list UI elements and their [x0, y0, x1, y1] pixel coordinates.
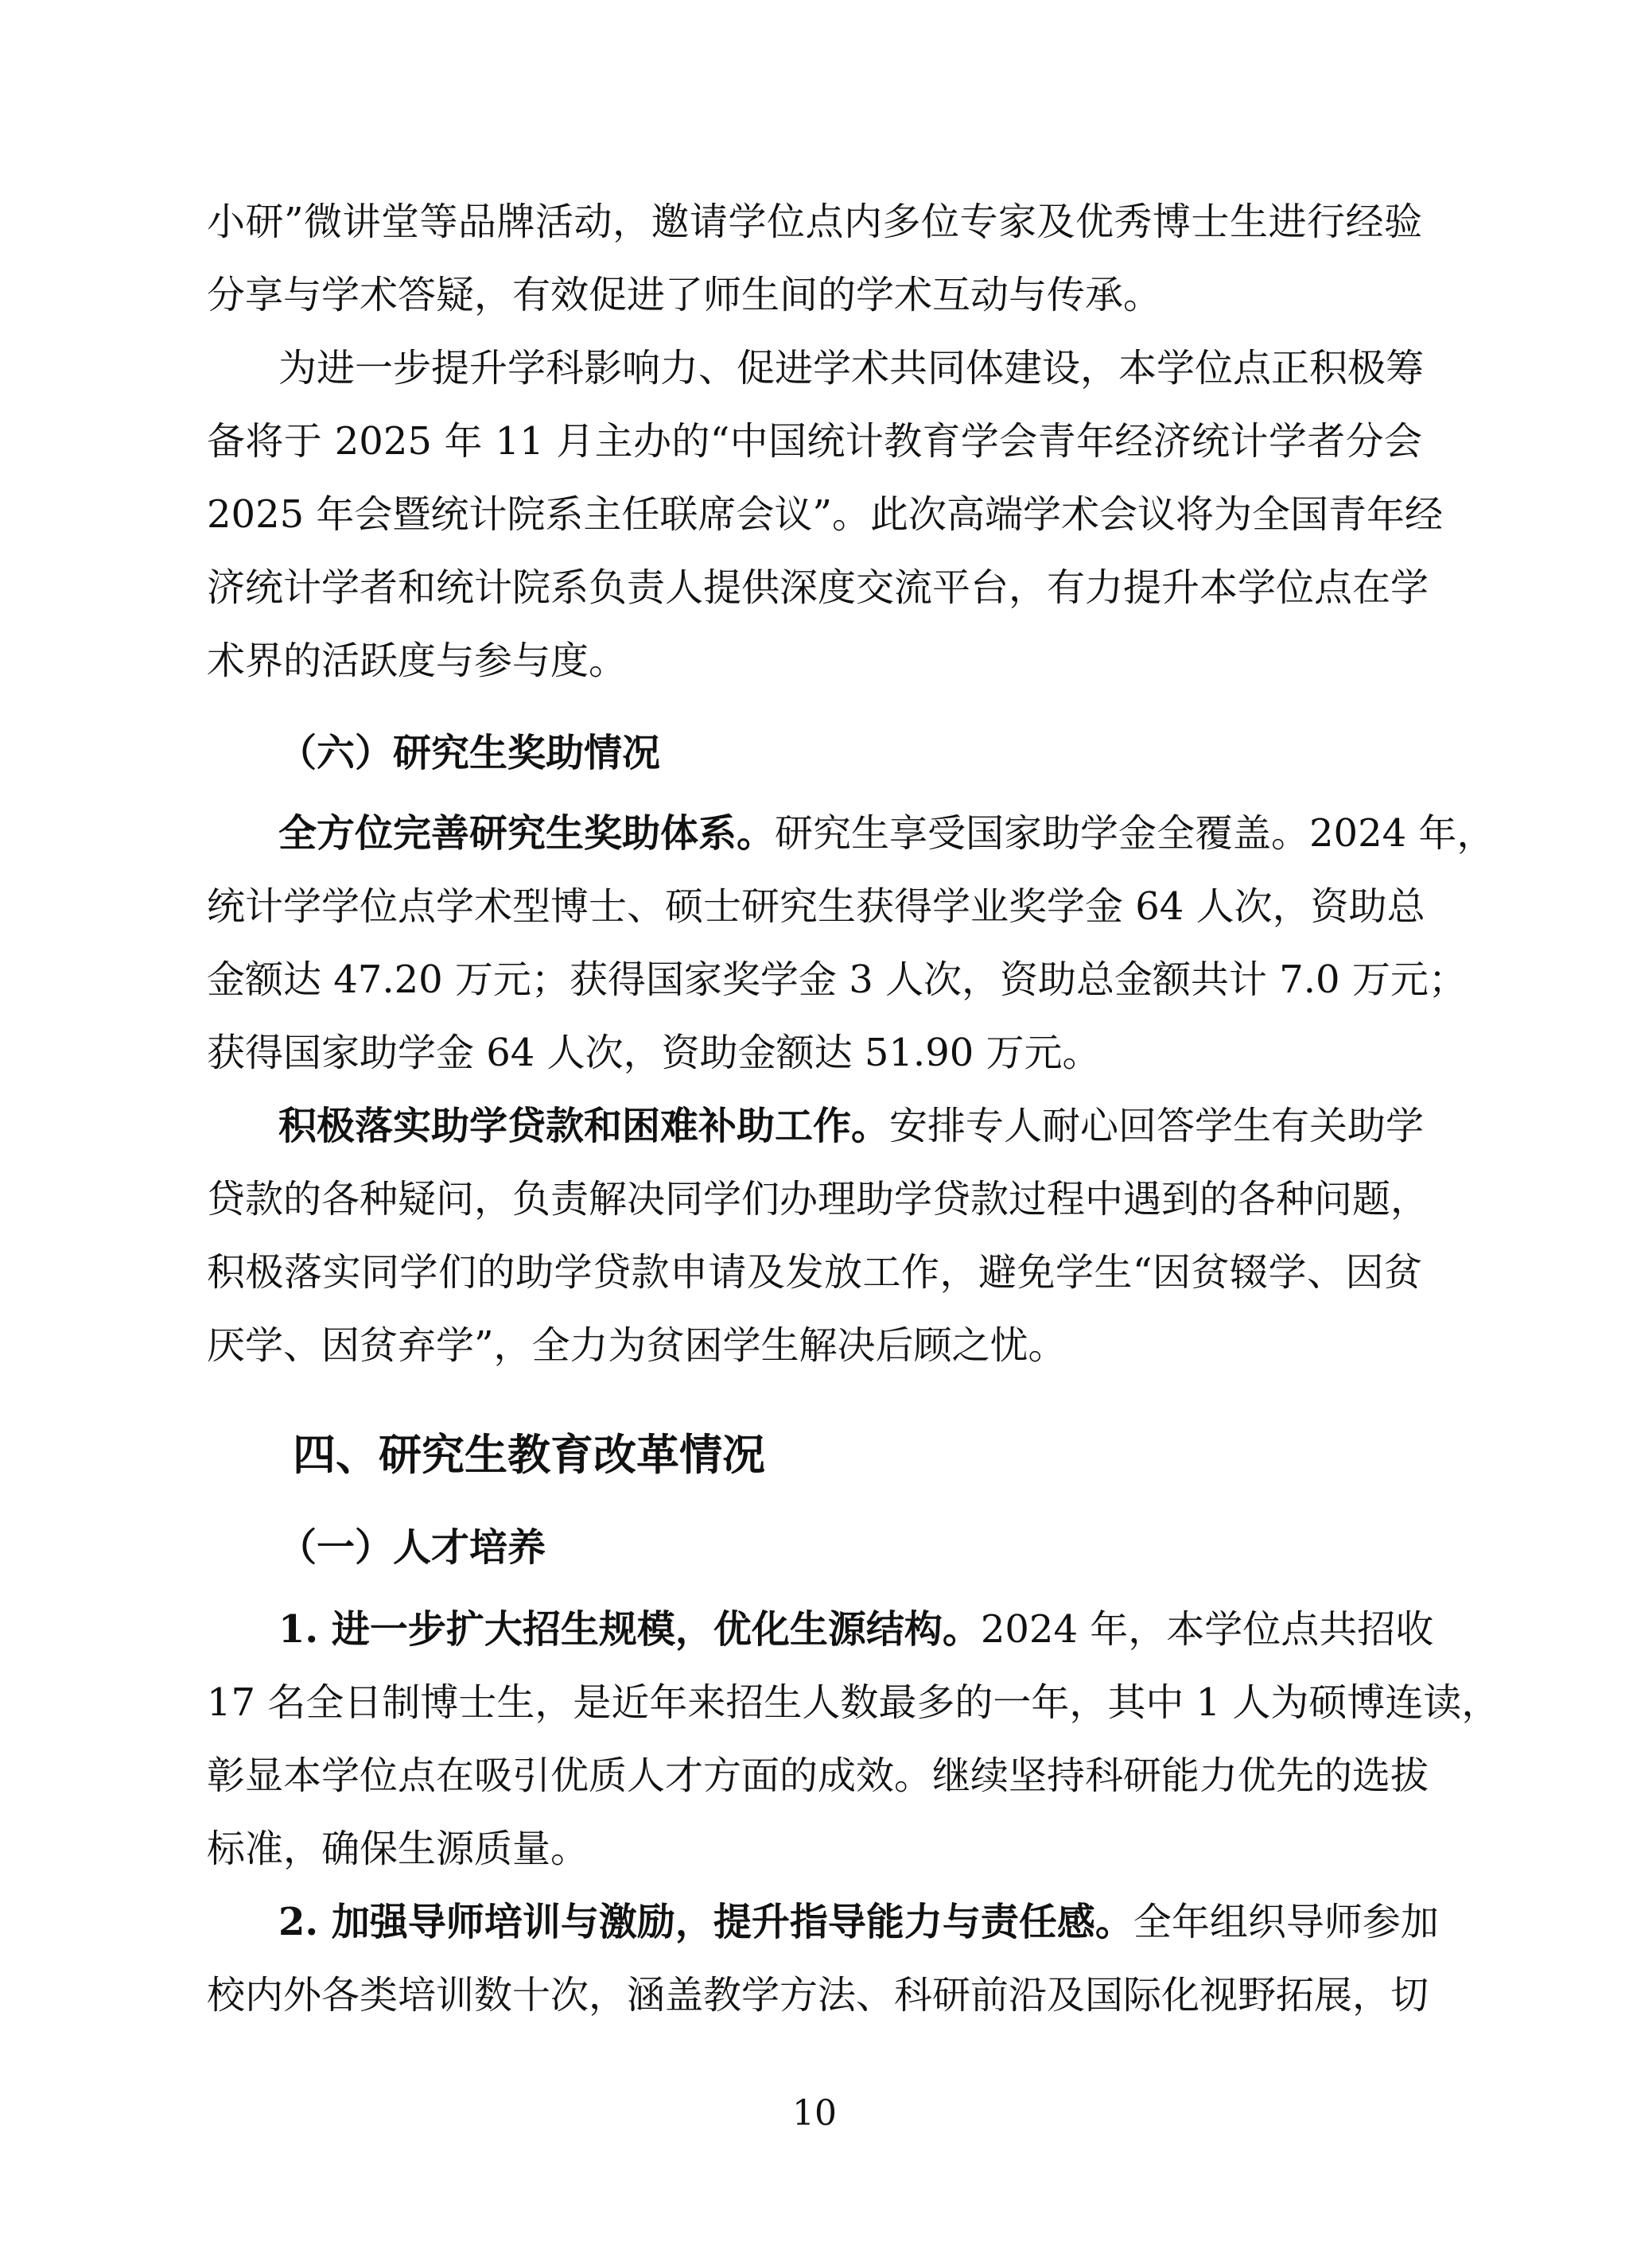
text-line [207, 1885, 1439, 1959]
paragraph [207, 1885, 1439, 2032]
bold-lead-text: 2. 加强导师培训与激励，提升指导能力与责任感。 [278, 1900, 1133, 1944]
subsection-heading: （一）人才培养 [278, 1525, 546, 1570]
text-line [207, 185, 1422, 258]
line-text: 获得国家助学金 64 人次，资助金额达 51.90 万元。 [207, 1031, 1101, 1075]
text-line [207, 1812, 1422, 1885]
line-text: 研究生享受国家助学金全覆盖。2024 年， [775, 811, 1495, 856]
line-text: 安排专人耐心回答学生有关助学 [889, 1104, 1425, 1148]
line-text: 金额达 47.20 万元；获得国家奖学金 3 人次，资助总金额共计 7.0 万元； [207, 957, 1467, 1002]
text-line [207, 1593, 1434, 1666]
paragraph [207, 797, 1495, 1089]
line-text: 全年组织导师参加 [1133, 1900, 1439, 1944]
text-line [207, 1959, 1429, 2032]
text-line [207, 1666, 1500, 1739]
section-heading: 四、研究生教育改革情况 [293, 1429, 765, 1480]
bold-lead-text: 全方位完善研究生奖助体系。 [278, 811, 776, 856]
text-line [207, 797, 1495, 870]
line-text: 17 名全日制博士生，是近年来招生人数最多的一年，其中 1 人为硕博连读， [207, 1680, 1500, 1725]
line-text: 分享与学术答疑，有效促进了师生间的学术互动与传承。 [207, 273, 1162, 317]
bold-lead-text: 积极落实助学贷款和困难补助工作。 [278, 1104, 890, 1148]
paragraph [207, 332, 1443, 697]
text-line [207, 1016, 1422, 1089]
line-text: 小研”微讲堂等品牌活动，邀请学位点内多位专家及优秀博士生进行经验 [207, 200, 1422, 244]
line-text: 2025 年会暨统计院系主任联席会议”。此次高端学术会议将为全国青年经 [207, 492, 1443, 537]
subsection-heading: （六）研究生奖助情况 [278, 731, 661, 775]
line-text: 贷款的各种疑问，负责解决同学们办理助学贷款过程中遇到的各种问题， [207, 1177, 1429, 1221]
line-text: 校内外各类培训数十次，涵盖教学方法、科研前沿及国际化视野拓展，切 [207, 1973, 1429, 2018]
text-line [207, 1089, 1425, 1163]
text-line [207, 478, 1443, 551]
line-text: 2024 年，本学位点共招收 [980, 1607, 1434, 1652]
paragraph [207, 1089, 1429, 1382]
text-line [207, 1163, 1429, 1236]
page-number: 10 [792, 2093, 837, 2134]
text-line [207, 624, 1422, 697]
bold-lead-text: 1. 进一步扩大招生规模，优化生源结构。 [278, 1607, 981, 1652]
paragraph [207, 1593, 1500, 1885]
paragraph [207, 185, 1422, 332]
text-line [207, 258, 1422, 332]
line-text: 备将于 2025 年 11 月主办的“中国统计教育学会青年经济统计学者分会 [207, 419, 1422, 464]
line-text: 为进一步提升学科影响力、促进学术共同体建设，本学位点正积极筹 [278, 346, 1425, 390]
text-line [207, 870, 1425, 943]
text-line [207, 405, 1422, 478]
line-text: 厌学、因贫弃学”，全力为贫困学生解决后顾之忧。 [207, 1323, 1067, 1368]
text-line [207, 551, 1429, 624]
line-text: 积极落实同学们的助学贷款申请及发放工作，避免学生“因贫辍学、因贫 [207, 1250, 1422, 1295]
text-line [207, 332, 1425, 405]
text-line [207, 1739, 1429, 1812]
text-line [207, 943, 1467, 1016]
line-text: 统计学学位点学术型博士、硕士研究生获得学业奖学金 64 人次，资助总 [207, 884, 1425, 929]
line-text: 彰显本学位点在吸引优质人才方面的成效。继续坚持科研能力优先的选拔 [207, 1753, 1429, 1798]
line-text: 标准，确保生源质量。 [207, 1827, 589, 1871]
line-text: 术界的活跃度与参与度。 [207, 639, 628, 683]
line-text: 济统计学者和统计院系负责人提供深度交流平台，有力提升本学位点在学 [207, 565, 1429, 610]
text-line [207, 1236, 1422, 1309]
document-body [207, 185, 1500, 2032]
text-line [207, 1309, 1422, 1382]
